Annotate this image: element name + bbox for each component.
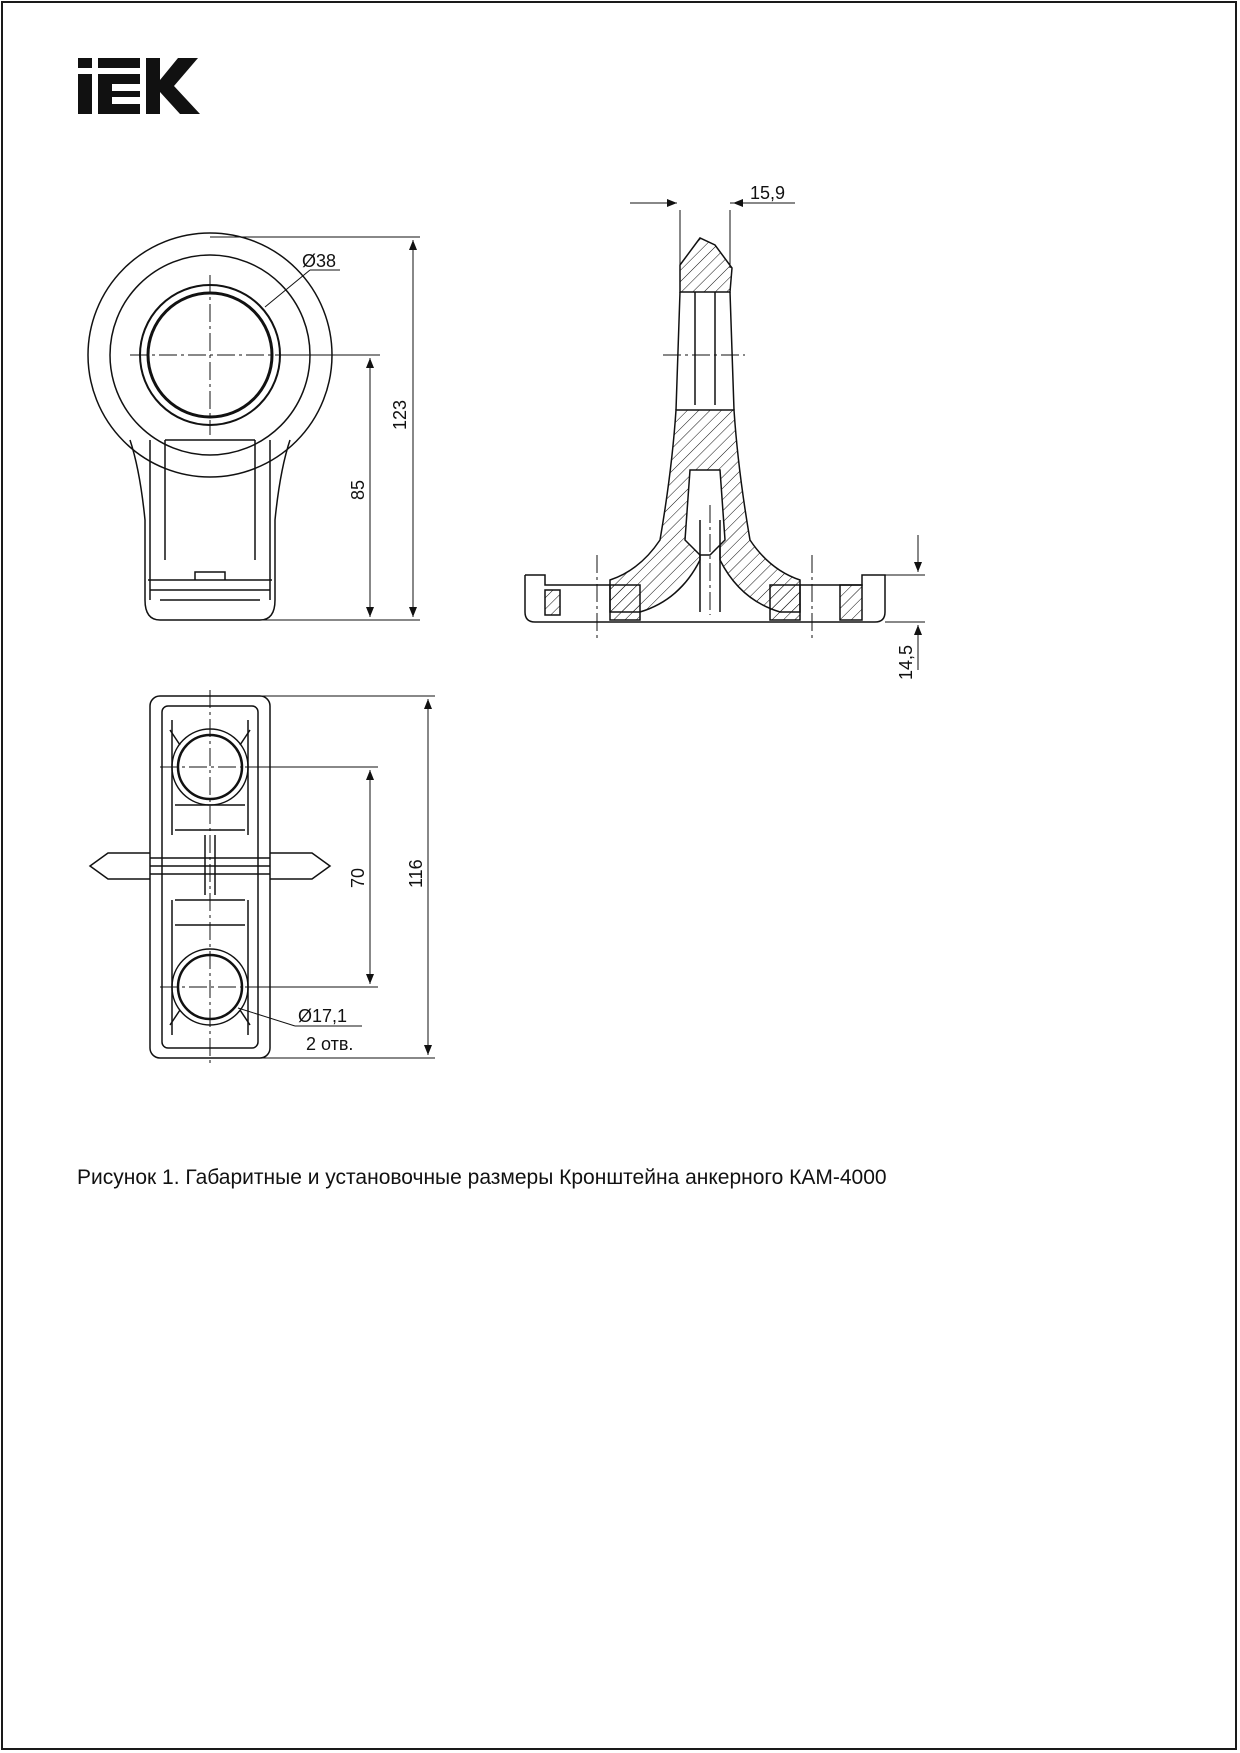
dim-top-diameter: Ø38 [302,251,337,271]
bottom-view [90,690,435,1065]
dim-hole-diameter: Ø17,1 [298,1006,348,1026]
figure-caption: Рисунок 1. Габаритные и установочные размеры Кронштейна анкерного КАМ-4000 [77,1166,887,1189]
front-view [88,233,420,620]
dim-length-total: 116 [406,859,426,888]
dim-thickness: 15,9 [750,183,786,203]
side-section-view [525,203,925,670]
dim-height-total: 123 [390,399,410,430]
dim-hole-spacing: 70 [348,867,368,888]
dim-height-center: 85 [348,479,368,500]
dim-base-height: 14,5 [896,644,916,680]
dim-hole-count: 2 отв. [306,1034,354,1054]
